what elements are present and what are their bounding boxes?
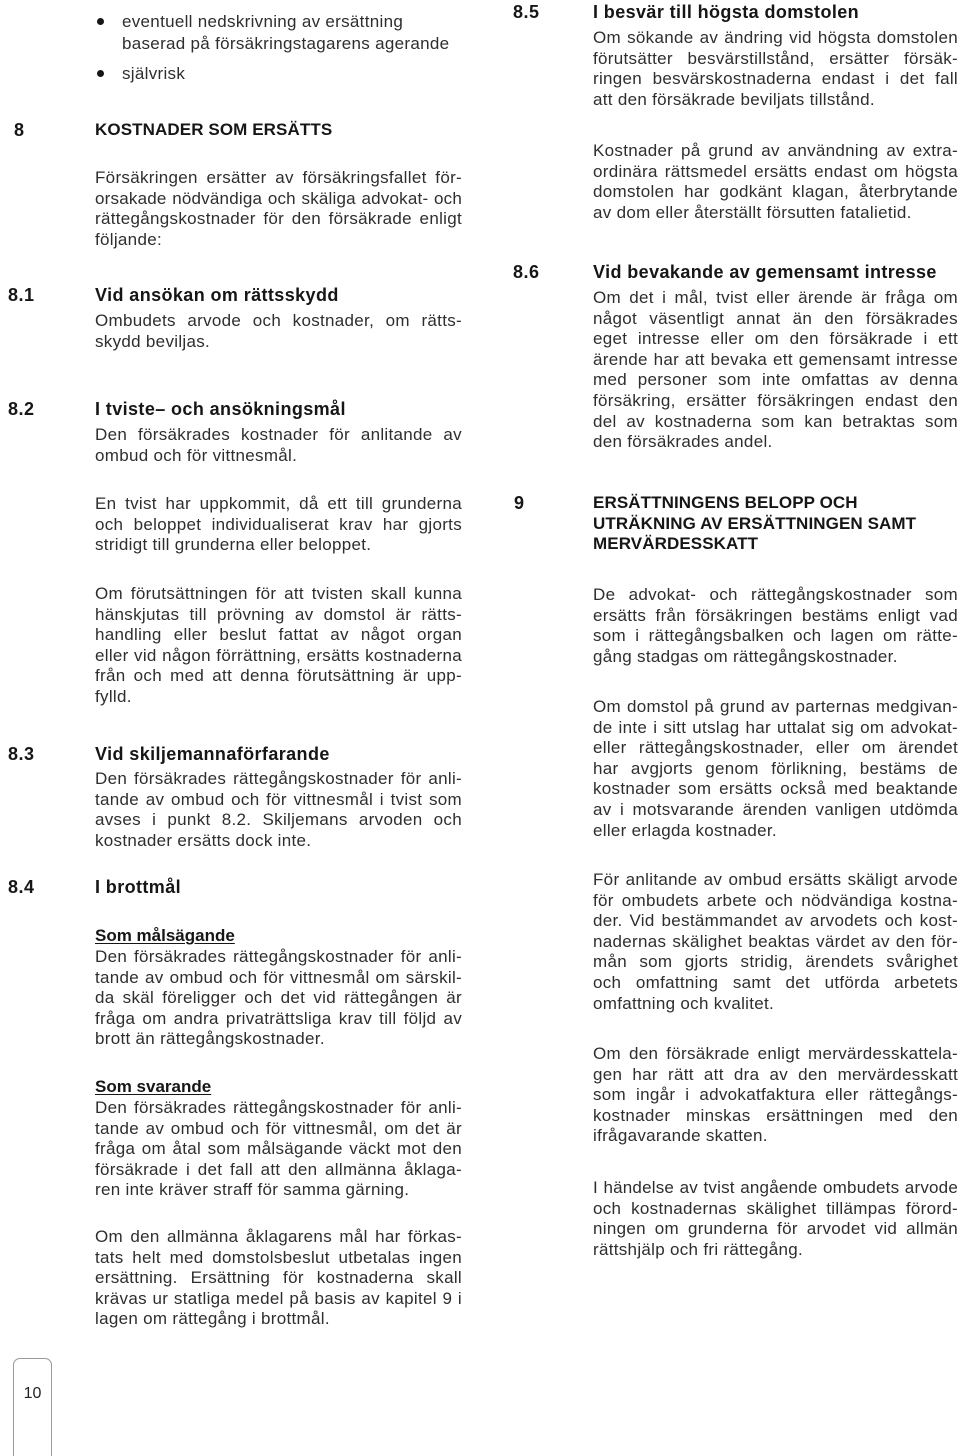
text-line: En tvist har uppkommit, då ett till grunderna: [95, 494, 462, 513]
section-number: 8.5: [513, 2, 540, 22]
text-line: tande av ombud och för vittnesmål i tvist som: [95, 789, 462, 809]
paragraph: [593, 585, 958, 667]
bullet-item: [122, 63, 462, 85]
paragraph: [95, 494, 462, 556]
text-line: som ingår i advokatfaktura eller rättegångs-: [593, 1085, 958, 1105]
paragraph: [95, 947, 462, 1050]
text-line: självrisk: [122, 64, 186, 83]
text-line: ärende har att bevaka ett gemensamt intresse: [593, 349, 958, 369]
bullet-item: [122, 11, 462, 55]
text-line: ERSÄTTNINGENS BELOPP OCH: [593, 493, 858, 512]
text-line: Den försäkrades kostnader för anlitande av: [95, 425, 462, 444]
text-line: ningen om grunderna för arvodet vid allmän: [593, 1219, 958, 1239]
text-line: och omfattning samt det utförda arbetets: [593, 972, 958, 992]
subsection-heading: Som svarande: [95, 1077, 212, 1096]
text-line: kostnader minskas ersättningen med den: [593, 1105, 958, 1125]
text-line: handling eller beslut fattat av något organ: [95, 625, 462, 645]
section-number: 8.1: [8, 285, 35, 305]
text-line: kostnader ersätts dock inte.: [95, 830, 312, 850]
text-line: avses i punkt 8.2. Skiljemans arvoden och: [95, 810, 462, 830]
bullet-icon: [97, 18, 104, 25]
text-line: hänskjutas till prövning av domstol är rätts-: [95, 604, 462, 624]
text-line: som i rättegångsbalken och lagen om rätte-: [593, 626, 958, 646]
section-number: 9: [514, 493, 525, 513]
text-line: I händelse av tvist angående ombudets arvode: [593, 1178, 958, 1197]
paragraph: [593, 1044, 958, 1147]
text-line: stridigt till grunderna eller beloppet.: [95, 535, 372, 555]
text-line: eventuell nedskrivning av ersättning: [122, 12, 404, 31]
text-line: Den försäkrades rättegångskostnader för anli-: [95, 769, 462, 788]
paragraph: [593, 288, 958, 453]
section-number: 8.2: [8, 399, 35, 419]
text-line: eller rättegångskostnader, eller om ärendet: [593, 738, 958, 758]
text-line: eller vid någon förrättning, ersätts kostnaderna: [95, 645, 462, 665]
text-line: tande av ombud och för vittnesmål om särskil-: [95, 967, 462, 987]
text-line: ombud och för vittnesmål.: [95, 445, 298, 465]
text-line: den försäkrades andel.: [593, 432, 773, 452]
section-heading: I besvär till högsta domstolen: [593, 2, 860, 22]
paragraph: [95, 1098, 462, 1201]
paragraph: [95, 584, 462, 708]
text-line: fråga om andra privaträttsliga krav till följd av: [95, 1008, 462, 1028]
page-number: 10: [23, 1385, 42, 1402]
text-line: försäkrade i det fall att den allmänna åklaga-: [95, 1159, 462, 1179]
bullet-icon: [97, 70, 104, 77]
text-line: krävas ur statliga medel på basis av kapitel 9 i: [95, 1288, 462, 1308]
text-line: brott än rättegångskostnader.: [95, 1029, 325, 1049]
text-line: ringen besvärskostnaderna endast i det fall: [593, 69, 958, 89]
paragraph: [593, 870, 958, 1014]
text-line: ersättning. Ersättning för kostnaderna skall: [95, 1268, 462, 1288]
text-line: Försäkringen ersätter av försäkringsfallet för-: [95, 168, 462, 187]
text-line: fråga om åtal som målsägande väckt mot den: [95, 1139, 462, 1159]
text-line: att den försäkrade beviljats tillstånd.: [593, 89, 875, 109]
text-line: del av kostnaderna som kan betraktas som: [593, 411, 958, 431]
text-line: fylld.: [95, 686, 132, 706]
text-line: och beloppet individualiserat krav har gjorts: [95, 514, 462, 534]
text-line: Om sökande av ändring vid högsta domstolen: [593, 28, 958, 47]
paragraph: [593, 28, 958, 110]
text-line: domstolen har godkänt klagan, återbrytande: [593, 182, 958, 202]
text-line: eller erlagda kostnader.: [593, 820, 777, 840]
section-number: 8.3: [8, 744, 35, 764]
paragraph: [593, 141, 958, 223]
text-line: Om domstol på grund av parternas medgivan-: [593, 697, 958, 716]
text-line: gång stadgas om rättegångskostnader.: [593, 646, 898, 666]
section-heading: Vid ansökan om rättsskydd: [95, 285, 339, 305]
text-line: de inte i sitt utslag har uttalat sig om advokat-: [593, 717, 958, 737]
paragraph: [95, 1227, 462, 1330]
text-line: da skäl föreligger och det vid rättegången är: [95, 988, 462, 1008]
text-line: försäkring, ersätter försäkringen endast den: [593, 390, 958, 410]
text-line: av i motsvarande ärenden vanligen utdömda: [593, 799, 958, 819]
section-heading: I tviste– och ansökningsmål: [95, 399, 346, 419]
text-line: och kostnadernas skälighet tillämpas förord-: [593, 1198, 958, 1218]
text-line: Ombudets arvode och kostnader, om rätts-: [95, 311, 462, 330]
section-number: 8: [14, 120, 25, 140]
text-line: Om den allmänna åklagarens mål har förkas-: [95, 1227, 462, 1246]
subsection-heading: Som målsägande: [95, 926, 235, 945]
text-line: mån som gjorts stridig, ärendets svårighet: [593, 952, 958, 972]
text-line: nadernas skälighet beaktas värdet av den för-: [593, 931, 958, 951]
text-line: kostnader som ersätts också med beaktande: [593, 779, 958, 799]
paragraph: [95, 769, 462, 851]
text-line: Om det i mål, tvist eller ärende är fråga om: [593, 288, 958, 307]
text-line: Kostnader på grund av användning av extra-: [593, 141, 958, 160]
text-line: rättshjälp och fri rättegång.: [593, 1239, 803, 1259]
text-line: ifrågavarande skatten.: [593, 1126, 768, 1146]
section-number: 8.6: [513, 262, 540, 282]
text-line: ren inte kräver straff för samma gärning.: [95, 1180, 410, 1200]
section-heading: Vid skiljemannaförfarande: [95, 744, 330, 764]
text-line: Om den försäkrade enligt mervärdesskattela-: [593, 1044, 958, 1063]
text-line: Den försäkrades rättegångskostnader för anli-: [95, 947, 462, 966]
text-line: tats helt med domstolsbeslut utbetalas ingen: [95, 1247, 462, 1267]
paragraph: [95, 425, 462, 466]
text-line: UTRÄKNING AV ERSÄTTNINGEN SAMT: [593, 513, 917, 533]
text-line: ersätts från försäkringen bestäms enligt vad: [593, 605, 958, 625]
text-line: för ombudets arbete och nödvändiga kostna-: [593, 890, 958, 910]
text-line: skydd beviljas.: [95, 331, 211, 351]
text-line: av dom eller återställt försutten fatalietid.: [593, 202, 912, 222]
text-line: MERVÄRDESSKATT: [593, 534, 759, 553]
paragraph: [593, 1178, 958, 1260]
paragraph: [95, 311, 462, 352]
text-line: Den försäkrades rättegångskostnader för anli-: [95, 1098, 462, 1117]
text-line: För anlitande av ombud ersätts skäligt arvode: [593, 870, 958, 889]
text-line: följande:: [95, 229, 162, 249]
text-line: baserad på försäkringstagarens agerande: [122, 34, 450, 53]
text-line: Om förutsättningen för att tvisten skall kunna: [95, 584, 462, 603]
text-line: något väsentligt annat än den försäkrades: [593, 308, 958, 328]
page-number-tab: [13, 1358, 52, 1456]
text-line: ordinära rättsmedel ersätts endast om högsta: [593, 161, 958, 181]
text-line: lagen om rättegång i brottmål.: [95, 1309, 330, 1329]
section-heading: Vid bevakande av gemensamt intresse: [593, 262, 937, 282]
paragraph: [95, 168, 462, 250]
text-line: från och med att denna förutsättning är upp-: [95, 666, 462, 686]
text-line: De advokat- och rättegångskostnader som: [593, 585, 958, 604]
section-heading: I brottmål: [95, 877, 182, 897]
section-heading: [593, 493, 916, 555]
paragraph: [593, 697, 958, 841]
text-line: rättegångskostnader för den försäkrade enligt: [95, 209, 462, 229]
text-line: orsakade nödvändiga och skäliga advokat- och: [95, 188, 462, 208]
text-line: tande av ombud och för vittnesmål, om det är: [95, 1118, 462, 1138]
section-heading: KOSTNADER SOM ERSÄTTS: [95, 120, 333, 139]
section-number: 8.4: [8, 877, 35, 897]
text-line: med personer som inte omfattas av denna: [593, 370, 958, 390]
text-line: har avgjorts genom förlikning, bestäms de: [593, 758, 958, 778]
text-line: der. Vid bestämmandet av arvodets och kost-: [593, 911, 958, 931]
text-line: gen har rätt att dra av den mervärdesskatt: [593, 1064, 958, 1084]
text-line: omfattning och kvalitet.: [593, 993, 775, 1013]
text-line: eget intresse eller om den försäkrade i ett: [593, 329, 958, 349]
text-line: förutsätter besvärstillstånd, ersätter försäk-: [593, 48, 958, 68]
